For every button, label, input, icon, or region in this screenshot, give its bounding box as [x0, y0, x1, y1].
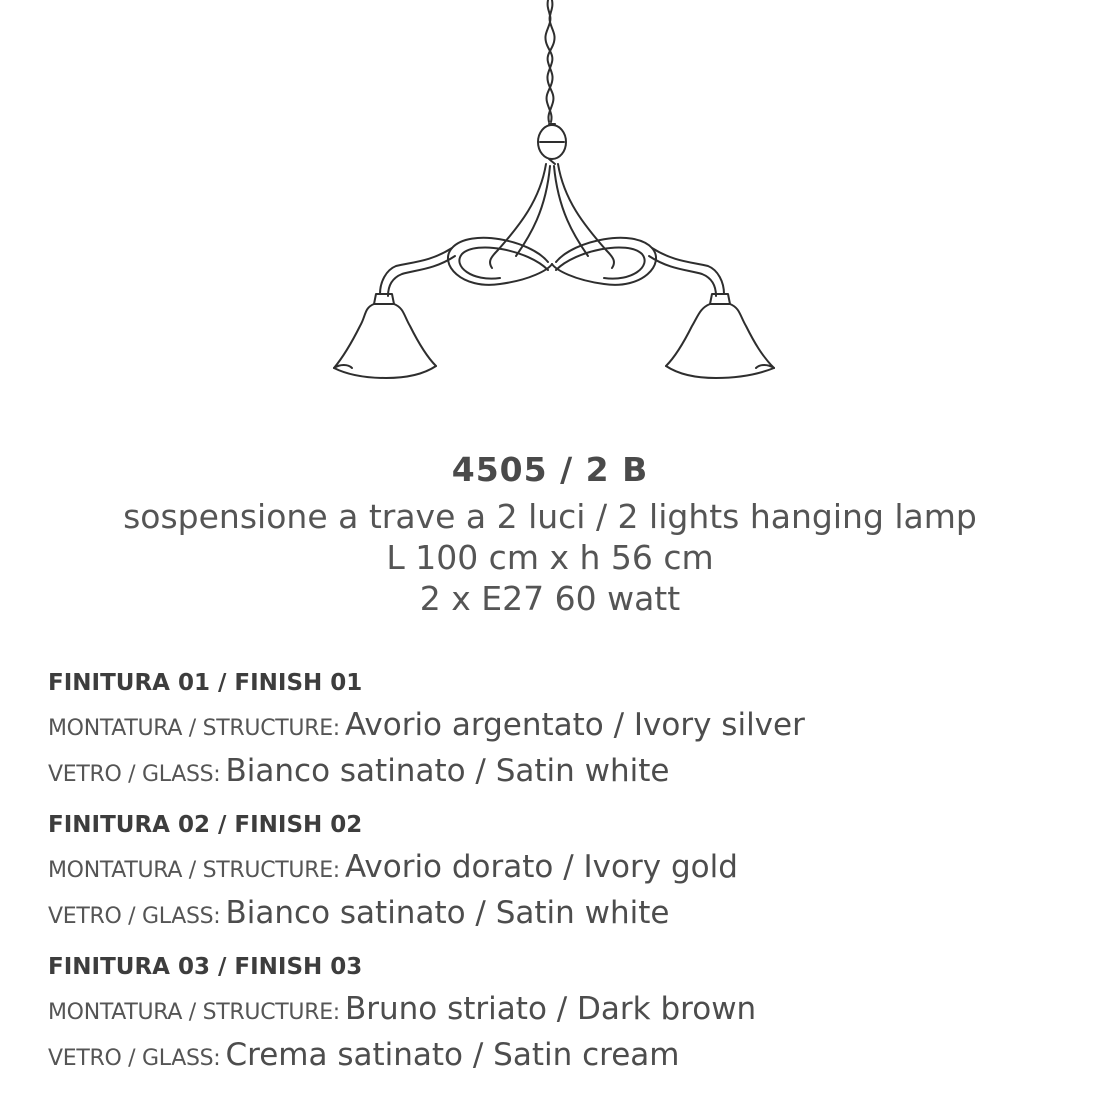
structure-line	[48, 986, 1088, 1032]
finish-title: FINITURA 03 / FINISH 03	[48, 954, 363, 980]
structure-line	[48, 702, 1088, 748]
structure-value: Avorio dorato / Ivory gold	[345, 849, 738, 885]
finish-title: FINITURA 02 / FINISH 02	[48, 812, 363, 838]
glass-line	[48, 890, 1088, 936]
structure-label: MONTATURA / STRUCTURE:	[48, 1000, 340, 1025]
right-shade	[666, 294, 774, 378]
glass-value: Bianco satinato / Satin white	[225, 895, 670, 931]
right-scroll	[552, 238, 724, 296]
structure-value: Bruno striato / Dark brown	[345, 991, 757, 1027]
model-code: 4505 / 2 B	[451, 450, 649, 489]
finish-02	[48, 806, 1088, 948]
glass-value: Bianco satinato / Satin white	[225, 753, 670, 789]
glass-label: VETRO / GLASS:	[48, 1046, 221, 1071]
structure-label: MONTATURA / STRUCTURE:	[48, 716, 340, 741]
structure-line	[48, 844, 1088, 890]
finish-title: FINITURA 01 / FINISH 01	[48, 670, 363, 696]
glass-label: VETRO / GLASS:	[48, 904, 221, 929]
lamp-drawing	[0, 0, 1100, 400]
central-stem	[490, 164, 614, 268]
glass-line	[48, 748, 1088, 794]
glass-label: VETRO / GLASS:	[48, 762, 221, 787]
chain	[545, 0, 554, 122]
structure-value: Avorio argentato / Ivory silver	[345, 707, 805, 743]
product-header	[0, 444, 1100, 619]
structure-label: MONTATURA / STRUCTURE:	[48, 858, 340, 883]
left-scroll	[380, 238, 552, 296]
ceiling-connector	[538, 124, 566, 164]
product-description: sospensione a trave a 2 luci / 2 lights hanging lamp	[123, 497, 977, 536]
product-bulbs: 2 x E27 60 watt	[419, 579, 681, 618]
glass-value: Crema satinato / Satin cream	[225, 1037, 680, 1073]
left-shade	[334, 294, 436, 378]
finish-01	[48, 664, 1088, 806]
finishes-list	[48, 664, 1088, 1090]
finish-03	[48, 948, 1088, 1090]
glass-line	[48, 1032, 1088, 1078]
product-dimensions: L 100 cm x h 56 cm	[386, 538, 714, 577]
